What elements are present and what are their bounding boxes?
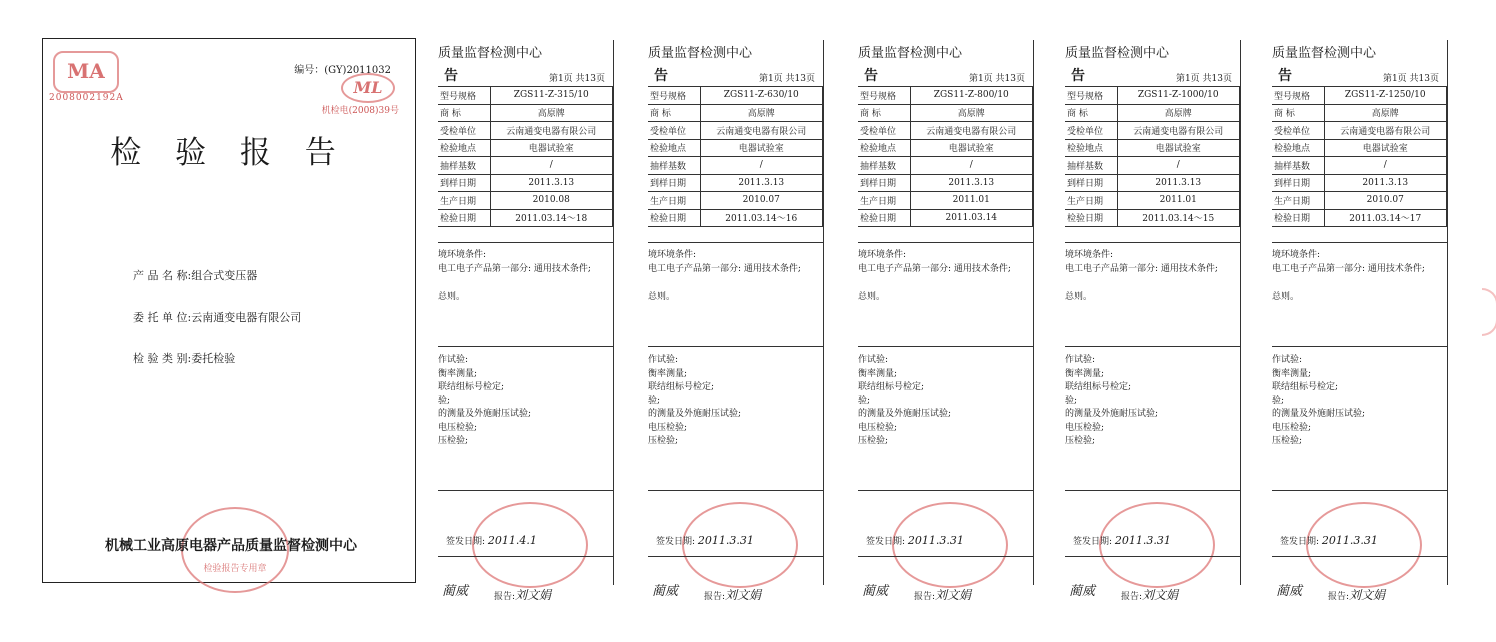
table-row	[858, 157, 1033, 175]
type-row	[133, 350, 235, 366]
section-divider	[858, 556, 1033, 557]
approver-signature: 蔺威	[442, 584, 469, 599]
table-row	[1272, 209, 1447, 227]
row-value: 2011.01	[910, 192, 1033, 210]
test-line: 验;	[858, 395, 871, 406]
row-value: /	[700, 157, 823, 175]
row-label: 到样日期	[1272, 174, 1324, 192]
page-header: 质量监督检测中心	[438, 46, 543, 61]
approver-signature: 蔺威	[652, 584, 679, 599]
row-value: 2011.03.14～16	[700, 209, 823, 227]
test-line: 联结组标号检定;	[648, 382, 715, 392]
test-line: 压检验;	[438, 436, 469, 446]
table-row	[438, 174, 613, 192]
row-value: 2011.03.14	[910, 209, 1033, 227]
section-divider	[648, 346, 823, 347]
row-value: 电器试验室	[910, 139, 1033, 157]
table-row	[438, 139, 613, 157]
sign-label: 签发日期:	[1073, 537, 1115, 547]
env-line: 境环境条件:	[858, 250, 907, 260]
env-line: 总则。	[438, 292, 466, 302]
table-row	[858, 174, 1033, 192]
row-label: 商 标	[648, 104, 700, 122]
ml-seal	[341, 73, 395, 103]
row-value: 2011.3.13	[1117, 174, 1240, 192]
type-label: 检 验 类 别:	[133, 352, 192, 365]
ml-mark: ML	[353, 78, 383, 97]
test-line: 压检验;	[1272, 436, 1303, 446]
row-label: 检验日期	[648, 209, 700, 227]
test-line: 衡率测量;	[858, 368, 898, 379]
section-divider	[1272, 346, 1447, 347]
table-row	[648, 87, 823, 105]
report-label: 报告:	[914, 592, 936, 602]
page-header: 质量监督检测中心	[858, 46, 963, 61]
env-line: 电工电子产品第一部分: 通用技术条件;	[858, 264, 1011, 274]
env-line: 境环境条件:	[1272, 250, 1321, 260]
test-line: 验;	[648, 395, 661, 406]
row-value: ZGS11-Z-1250/10	[1324, 87, 1447, 105]
table-row	[648, 174, 823, 192]
client-row	[133, 309, 301, 325]
cover-seal-text: 检验报告专用章	[203, 564, 267, 574]
row-value: /	[490, 157, 613, 175]
section-divider	[1065, 556, 1240, 557]
report-row	[1328, 586, 1385, 603]
table-row	[1272, 122, 1447, 140]
row-label: 检验日期	[858, 209, 910, 227]
row-value: ZGS11-Z-315/10	[490, 87, 613, 105]
table-row	[438, 104, 613, 122]
table-row	[858, 139, 1033, 157]
info-table	[648, 86, 823, 227]
row-value: 高原牌	[1324, 104, 1447, 122]
section-divider	[648, 490, 823, 491]
row-value: 云南通变电器有限公司	[1324, 122, 1447, 140]
test-line: 压检验;	[648, 436, 679, 446]
report-page	[648, 40, 824, 602]
row-label: 到样日期	[438, 174, 490, 192]
page-header: 质量监督检测中心	[1272, 46, 1377, 61]
sign-row	[656, 534, 754, 547]
table-row	[1272, 104, 1447, 122]
sign-label: 签发日期:	[656, 537, 698, 547]
test-line: 的测量及外施耐压试验;	[1272, 409, 1366, 419]
env-line: 总则。	[1065, 292, 1093, 302]
section-divider	[1065, 346, 1240, 347]
row-value: 2010.08	[490, 192, 613, 210]
report-label: 报告:	[1121, 592, 1143, 602]
row-label: 生产日期	[1065, 192, 1117, 210]
info-table	[858, 86, 1033, 227]
row-label: 商 标	[1065, 104, 1117, 122]
cover-page	[42, 38, 416, 583]
row-value: 电器试验室	[1117, 139, 1240, 157]
row-value: 2011.3.13	[1324, 174, 1447, 192]
section-divider	[1065, 490, 1240, 491]
row-value: 高原牌	[490, 104, 613, 122]
test-line: 验;	[438, 395, 451, 406]
page-subheader: 告	[1071, 68, 1085, 84]
env-line: 电工电子产品第一部分: 通用技术条件;	[648, 264, 801, 274]
sign-label: 签发日期:	[1280, 537, 1322, 547]
report-signature: 刘文娟	[935, 588, 972, 602]
table-row	[1065, 192, 1240, 210]
table-row	[1065, 174, 1240, 192]
table-row	[858, 87, 1033, 105]
env-line: 境环境条件:	[648, 250, 697, 260]
ml-id: 机检电(2008)39号	[321, 106, 399, 116]
report-page	[438, 40, 614, 602]
row-label: 商 标	[858, 104, 910, 122]
test-line: 验;	[1065, 395, 1078, 406]
table-row	[648, 122, 823, 140]
section-divider	[1272, 556, 1447, 557]
sign-row	[866, 534, 964, 547]
table-row	[648, 192, 823, 210]
sign-date: 2011.3.31	[907, 534, 964, 547]
env-line: 总则。	[648, 292, 676, 302]
row-value: ZGS11-Z-800/10	[910, 87, 1033, 105]
sign-date: 2011.3.31	[1114, 534, 1171, 547]
page-info: 第1页 共13页	[968, 74, 1025, 84]
row-value: 云南通变电器有限公司	[700, 122, 823, 140]
test-line: 验;	[1272, 395, 1285, 406]
env-line: 总则。	[1272, 292, 1300, 302]
report-row	[914, 586, 971, 603]
test-line: 压检验;	[858, 436, 889, 446]
table-row	[438, 87, 613, 105]
report-number: 编号：(GY)2011032	[294, 65, 391, 76]
sign-row	[446, 534, 537, 547]
report-page	[1065, 40, 1241, 602]
product-label: 产 品 名 称:	[133, 269, 192, 282]
table-row	[858, 122, 1033, 140]
page-info: 第1页 共13页	[548, 74, 605, 84]
approver-signature: 蔺威	[1276, 584, 1303, 599]
sign-row	[1073, 534, 1171, 547]
row-value: 云南通变电器有限公司	[1117, 122, 1240, 140]
row-value: 2011.3.13	[910, 174, 1033, 192]
row-value: 2011.03.14～15	[1117, 209, 1240, 227]
table-row	[438, 209, 613, 227]
test-line: 压检验;	[1065, 436, 1096, 446]
table-row	[438, 157, 613, 175]
row-value: 2011.3.13	[700, 174, 823, 192]
test-line: 作试验:	[648, 355, 679, 365]
row-value: ZGS11-Z-1000/10	[1117, 87, 1240, 105]
row-label: 型号规格	[1065, 87, 1117, 105]
env-line: 总则。	[858, 292, 886, 302]
section-divider	[858, 242, 1033, 243]
row-label: 检验地点	[1272, 139, 1324, 157]
page-header: 质量监督检测中心	[1065, 46, 1170, 61]
row-value: 2010.07	[1324, 192, 1447, 210]
row-value: 高原牌	[700, 104, 823, 122]
row-value: 2010.07	[700, 192, 823, 210]
test-line: 联结组标号检定;	[1272, 382, 1339, 392]
report-signature: 刘文娟	[1142, 588, 1179, 602]
row-label: 检验地点	[858, 139, 910, 157]
row-value: /	[1117, 157, 1240, 175]
row-value: /	[910, 157, 1033, 175]
table-row	[648, 104, 823, 122]
test-line: 电压检验;	[1065, 422, 1105, 433]
row-label: 检验地点	[438, 139, 490, 157]
row-label: 受检单位	[858, 122, 910, 140]
test-line: 联结组标号检定;	[438, 382, 505, 392]
test-line: 的测量及外施耐压试验;	[438, 409, 532, 419]
table-row	[1065, 104, 1240, 122]
row-value: 高原牌	[1117, 104, 1240, 122]
test-line: 衡率测量;	[648, 368, 688, 379]
stamp-edge-mark	[1482, 288, 1496, 336]
report-signature: 刘文娟	[515, 588, 552, 602]
row-label: 抽样基数	[1065, 157, 1117, 175]
sign-label: 签发日期:	[866, 537, 908, 547]
section-divider	[438, 490, 613, 491]
test-line: 电压检验;	[648, 422, 688, 433]
section-divider	[1065, 242, 1240, 243]
row-value: 2011.01	[1117, 192, 1240, 210]
client-label: 委 托 单 位:	[133, 311, 192, 324]
organization-name: 机械工业高原电器产品质量监督检测中心	[105, 538, 357, 554]
row-label: 受检单位	[1272, 122, 1324, 140]
sign-label: 签发日期:	[446, 537, 488, 547]
row-value: ZGS11-Z-630/10	[700, 87, 823, 105]
test-line: 衡率测量;	[1272, 368, 1312, 379]
test-line: 联结组标号检定;	[1065, 382, 1132, 392]
sign-date: 2011.3.31	[1321, 534, 1378, 547]
section-divider	[1272, 490, 1447, 491]
approver-signature: 蔺威	[862, 584, 889, 599]
table-row	[1065, 139, 1240, 157]
section-divider	[1272, 242, 1447, 243]
info-table	[438, 86, 613, 227]
test-line: 电压检验;	[1272, 422, 1312, 433]
row-label: 型号规格	[1272, 87, 1324, 105]
row-label: 抽样基数	[648, 157, 700, 175]
page-info: 第1页 共13页	[1175, 74, 1232, 84]
row-value: 电器试验室	[700, 139, 823, 157]
table-row	[858, 209, 1033, 227]
row-label: 检验地点	[1065, 139, 1117, 157]
product-value: 组合式变压器	[191, 269, 258, 282]
row-label: 受检单位	[1065, 122, 1117, 140]
row-label: 抽样基数	[858, 157, 910, 175]
env-line: 电工电子产品第一部分: 通用技术条件;	[438, 264, 591, 274]
report-row	[1121, 586, 1178, 603]
test-line: 电压检验;	[858, 422, 898, 433]
client-value: 云南通变电器有限公司	[191, 311, 302, 324]
section-divider	[438, 556, 613, 557]
row-value: 2011.3.13	[490, 174, 613, 192]
section-divider	[858, 490, 1033, 491]
table-row	[438, 192, 613, 210]
info-table	[1065, 86, 1240, 227]
test-line: 电压检验;	[438, 422, 478, 433]
section-divider	[648, 242, 823, 243]
row-label: 检验日期	[438, 209, 490, 227]
test-line: 的测量及外施耐压试验;	[1065, 409, 1159, 419]
row-label: 生产日期	[1272, 192, 1324, 210]
test-line: 的测量及外施耐压试验;	[858, 409, 952, 419]
ma-mark: MA	[67, 59, 105, 83]
table-row	[858, 104, 1033, 122]
table-row	[858, 192, 1033, 210]
section-divider	[438, 242, 613, 243]
row-value: 云南通变电器有限公司	[490, 122, 613, 140]
table-row	[1272, 87, 1447, 105]
product-row	[133, 267, 257, 283]
row-value: 电器试验室	[490, 139, 613, 157]
row-label: 到样日期	[648, 174, 700, 192]
test-line: 作试验:	[1272, 355, 1303, 365]
table-row	[1272, 174, 1447, 192]
row-value: 云南通变电器有限公司	[910, 122, 1033, 140]
row-label: 受检单位	[438, 122, 490, 140]
table-row	[648, 157, 823, 175]
section-divider	[858, 346, 1033, 347]
test-line: 的测量及外施耐压试验;	[648, 409, 742, 419]
row-value: 2011.03.14～18	[490, 209, 613, 227]
row-label: 抽样基数	[438, 157, 490, 175]
test-line: 作试验:	[1065, 355, 1096, 365]
table-row	[1065, 209, 1240, 227]
table-row	[1272, 157, 1447, 175]
table-row	[1272, 139, 1447, 157]
env-line: 境环境条件:	[1065, 250, 1114, 260]
page-subheader: 告	[1278, 68, 1292, 84]
page-subheader: 告	[654, 68, 668, 84]
page-title: 检 验 报 告	[110, 135, 348, 171]
page-subheader: 告	[864, 68, 878, 84]
row-label: 生产日期	[648, 192, 700, 210]
report-row	[494, 586, 551, 603]
report-row	[704, 586, 761, 603]
row-label: 抽样基数	[1272, 157, 1324, 175]
test-line: 衡率测量;	[438, 368, 478, 379]
test-line: 衡率测量;	[1065, 368, 1105, 379]
table-row	[648, 209, 823, 227]
ma-seal	[53, 51, 119, 93]
row-label: 到样日期	[858, 174, 910, 192]
report-label: 报告:	[704, 592, 726, 602]
test-line: 作试验:	[438, 355, 469, 365]
report-signature: 刘文娟	[725, 588, 762, 602]
report-label: 报告:	[1328, 592, 1350, 602]
row-label: 型号规格	[648, 87, 700, 105]
report-page	[858, 40, 1034, 602]
sign-row	[1280, 534, 1378, 547]
page-subheader: 告	[444, 68, 458, 84]
row-label: 受检单位	[648, 122, 700, 140]
sign-date: 2011.4.1	[487, 534, 537, 547]
row-label: 型号规格	[858, 87, 910, 105]
approver-signature: 蔺威	[1069, 584, 1096, 599]
env-line: 电工电子产品第一部分: 通用技术条件;	[1272, 264, 1425, 274]
page-header: 质量监督检测中心	[648, 46, 753, 61]
row-label: 生产日期	[438, 192, 490, 210]
ma-id: 2008002192A	[49, 93, 124, 103]
row-label: 商 标	[438, 104, 490, 122]
row-label: 检验地点	[648, 139, 700, 157]
page-info: 第1页 共13页	[758, 74, 815, 84]
type-value: 委托检验	[191, 352, 236, 365]
page-info: 第1页 共13页	[1382, 74, 1439, 84]
row-label: 检验日期	[1065, 209, 1117, 227]
section-divider	[648, 556, 823, 557]
table-row	[438, 122, 613, 140]
info-table	[1272, 86, 1447, 227]
report-label: 报告:	[494, 592, 516, 602]
row-value: /	[1324, 157, 1447, 175]
row-label: 检验日期	[1272, 209, 1324, 227]
table-row	[1272, 192, 1447, 210]
env-line: 电工电子产品第一部分: 通用技术条件;	[1065, 264, 1218, 274]
table-row	[1065, 122, 1240, 140]
test-line: 联结组标号检定;	[858, 382, 925, 392]
row-label: 型号规格	[438, 87, 490, 105]
table-row	[1065, 157, 1240, 175]
test-line: 作试验:	[858, 355, 889, 365]
section-divider	[438, 346, 613, 347]
row-label: 到样日期	[1065, 174, 1117, 192]
table-row	[1065, 87, 1240, 105]
report-signature: 刘文娟	[1349, 588, 1386, 602]
table-row	[648, 139, 823, 157]
row-value: 电器试验室	[1324, 139, 1447, 157]
env-line: 境环境条件:	[438, 250, 487, 260]
sign-date: 2011.3.31	[697, 534, 754, 547]
row-value: 2011.03.14～17	[1324, 209, 1447, 227]
report-page	[1272, 40, 1448, 602]
row-label: 生产日期	[858, 192, 910, 210]
row-label: 商 标	[1272, 104, 1324, 122]
row-value: 高原牌	[910, 104, 1033, 122]
